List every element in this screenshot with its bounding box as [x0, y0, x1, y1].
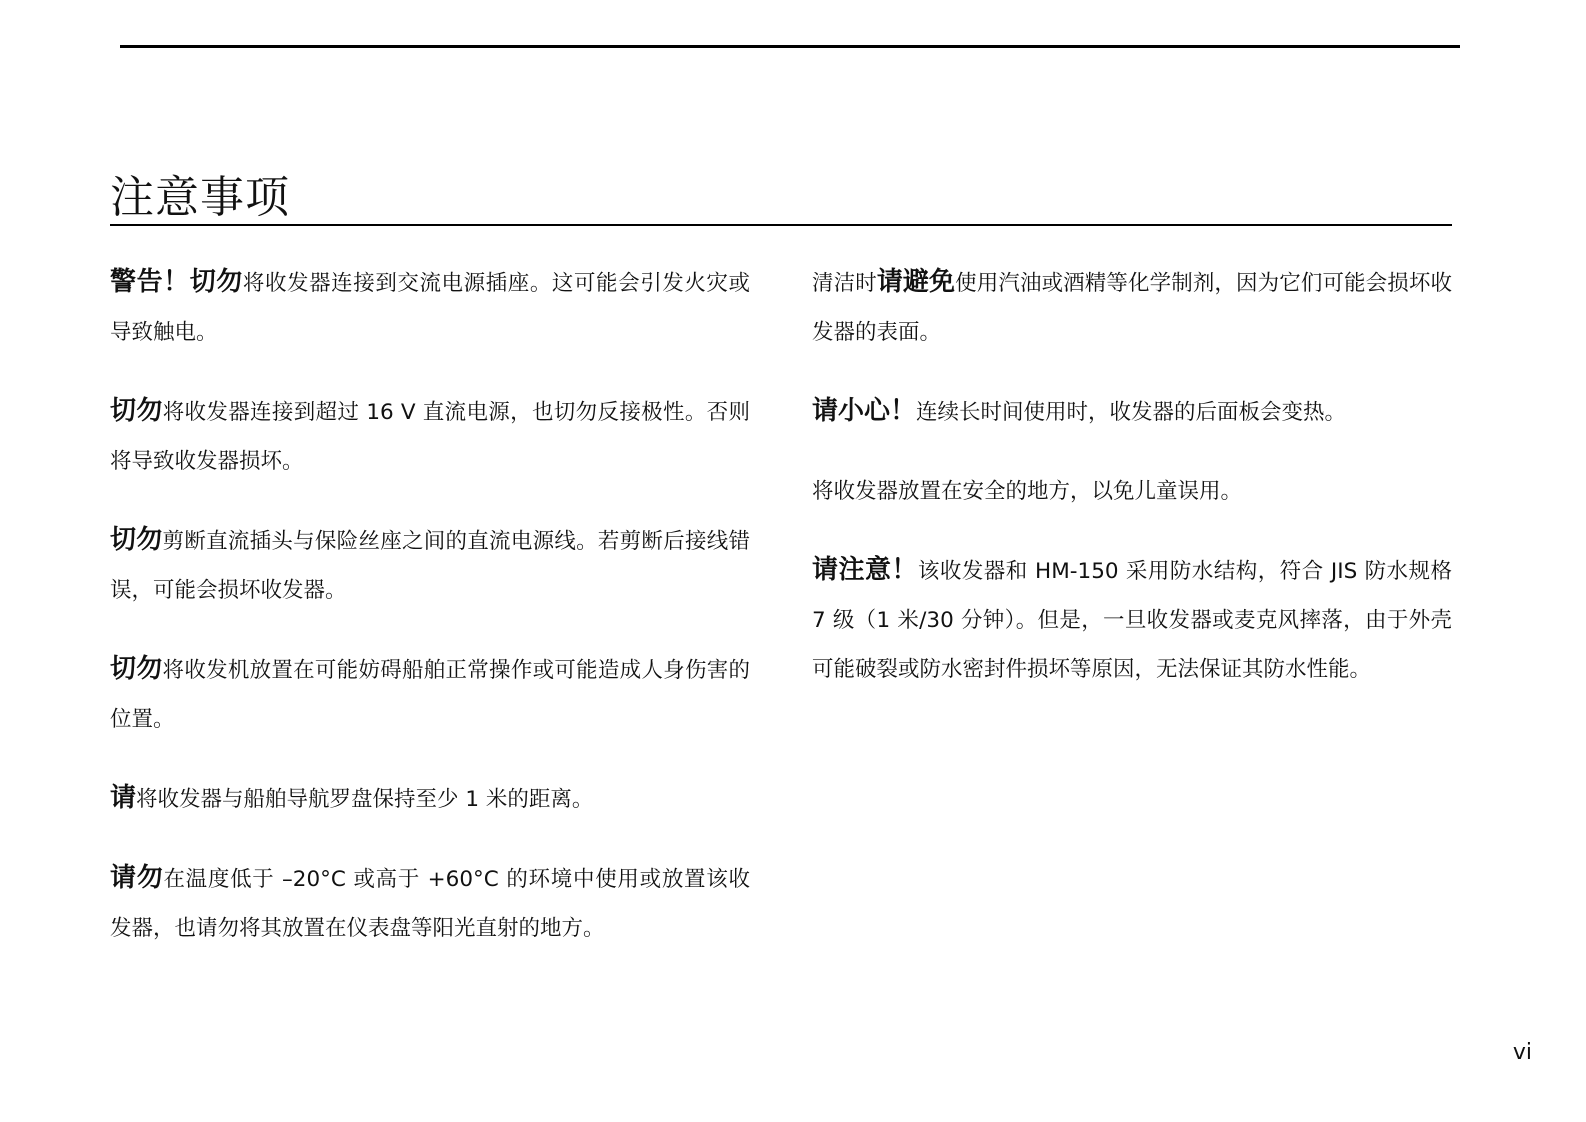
paragraph [110, 387, 750, 486]
paragraph-lead: 切勿 [110, 654, 163, 684]
paragraph-lead: 请注意！ [812, 555, 918, 585]
page-title: 注意事项 [110, 172, 290, 223]
paragraph [812, 258, 1452, 357]
paragraph [812, 546, 1452, 694]
paragraph [110, 258, 750, 357]
paragraph [812, 467, 1452, 516]
paragraph-lead: 请小心！ [812, 396, 917, 426]
paragraph-text: 连续长时间使用时，收发器的后面板会变热。 [916, 400, 1347, 425]
paragraph-lead: 切勿 [110, 396, 163, 426]
top-rule [120, 45, 1460, 48]
paragraph-lead: 请 [110, 783, 137, 813]
paragraph-prefix: 清洁时 [812, 271, 877, 296]
paragraph [110, 854, 750, 953]
paragraph [110, 645, 750, 744]
paragraph-text: 将收发器与船舶导航罗盘保持至少 1 米的距离。 [136, 787, 594, 812]
paragraph-text: 将收发器放置在安全的地方，以免儿童误用。 [812, 479, 1243, 504]
paragraph-text: 将收发器连接到超过 16 V 直流电源，也切勿反接极性。否则将导致收发器损坏。 [110, 400, 750, 474]
paragraph-text: 该收发器和 HM-150 采用防水结构，符合 JIS 防水规格 7 级（1 米/30 分钟）。但是，一旦收发器或麦克风摔落，由于外壳可能破裂或防水密封件损坏等原因，无法保证其防水性能。 [812, 559, 1452, 682]
title-rule [110, 224, 1452, 226]
paragraph-text: 将收发器连接到交流电源插座。这可能会引发火灾或导致触电。 [110, 271, 750, 345]
paragraph-text: 将收发机放置在可能妨碍船舶正常操作或可能造成人身伤害的位置。 [110, 658, 750, 732]
paragraph-lead: 请勿 [110, 863, 164, 893]
paragraph [110, 774, 750, 824]
right-column [812, 258, 1452, 694]
paragraph-lead: 切勿 [110, 525, 163, 555]
paragraph-lead: 警告！切勿 [110, 267, 243, 297]
paragraph-lead: 请避免 [876, 267, 956, 297]
page-number: vi [1512, 1040, 1532, 1065]
paragraph-text: 使用汽油或酒精等化学制剂，因为它们可能会损坏收发器的表面。 [812, 271, 1452, 345]
paragraph-text: 剪断直流插头与保险丝座之间的直流电源线。若剪断后接线错误，可能会损坏收发器。 [110, 529, 750, 603]
paragraph [812, 387, 1452, 437]
paragraph [110, 516, 750, 615]
paragraph-text: 在温度低于 –20°C 或高于 +60°C 的环境中使用或放置该收发器，也请勿将其放置在仪表盘等阳光直射的地方。 [110, 867, 750, 941]
left-column [110, 258, 750, 953]
